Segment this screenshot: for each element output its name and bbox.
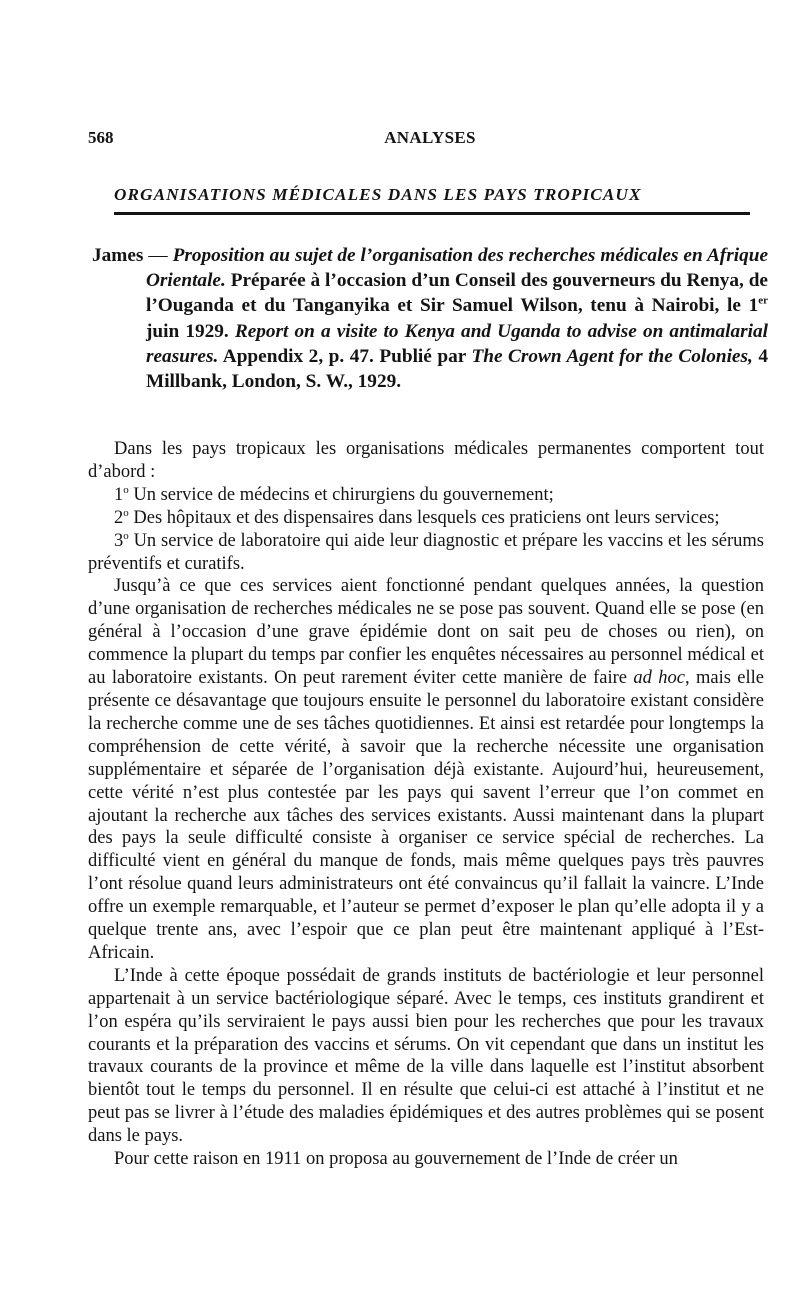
paragraph-2-part-a: Jusqu’à ce que ces services aient fonctionné pendant quelques années, la question d’une organisation de recherches médicales ne se pose pas souvent. Quand elle se pose (en général à l’occasion d’une grave épidémie dont on sait peu de choses ou rien), on commence la plupart du temps par confier les enquêtes nécessaires au personnel médical et au laboratoire existants. On peut rarement éviter cette manière de faire — [88, 576, 764, 689]
reference-title: Proposition au sujet de l’organisation des recherches médicales en Afrique Orientale. — [146, 245, 769, 292]
paragraph-2-part-b: , mais elle présente ce désavantage que toujours ensuite le personnel du laboratoire existant considère la recherche comme une de ses tâches quotidiennes. Et ainsi est retardée pour longtemps la compréhension de cette vérité, à savoir que la recherche nécessite une organisation supplémentaire et séparée de l’organisation déjà existante. Aujourd’hui, heureusement, cette vérité n’est plus contestée par les pays qui savent l’erreur que l’on commet en ajoutant la recherche aux tâches des services existants. Aussi maintenant dans la plupart des pays la seule difficulté consiste à organiser ce service spécial de recherches. La difficulté vient en général du manque de fonds, mais même quelques pays très pauvres l’ont résolue quand leurs administrateurs ont été convaincus qu’il fallait la vaincre. L’Inde offre un exemple remarquable, et l’auteur se permet d’exposer le plan qu’elle adopta il y a quelque trente ans, avec l’espoir que ce plan peut être maintenant appliqué à l’Est-Africain. — [88, 668, 764, 963]
paragraph-intro: Dans les pays tropicaux les organisations médicales permanentes comportent tout d’abord : — [88, 439, 764, 482]
list-item-1-text: Un service de médecins et chirurgiens du gouvernement; — [128, 484, 554, 505]
reference-dash: — — [143, 245, 173, 266]
article-body — [88, 438, 764, 1171]
reference-publisher: The Crown Agent for the Colonies, — [471, 345, 753, 367]
bibliographic-reference — [92, 243, 768, 394]
reference-paragraph — [92, 243, 768, 394]
reference-author: James — [92, 245, 144, 266]
reference-text-2: juin 1929. — [146, 320, 235, 342]
paragraph-3: L’Inde à cette époque possédait de grands instituts de bactériologie et leur personnel appartenait à un service bactériologique séparé. Avec le temps, ces instituts grandirent et l’on espéra qu’ils serviraient le pays aussi bien pour les recherches que pour les travaux courants et la préparation des vaccins et sérums. On vit cependant que dans un institut les travaux courants de la province et même de la ville dans laquelle est l’institut absorbent bientôt tout le temps du personnel. Il en résulte que celui-ci est attaché à l’institut et ne peut pas se livrer à l’étude des maladies épidémiques et des autres problèmes qui se posent dans le pays. — [88, 965, 764, 1147]
paragraph-2-adhoc: ad hoc — [633, 668, 685, 689]
paragraph-4: Pour cette raison en 1911 on proposa au gouvernement de l’Inde de créer un — [114, 1149, 678, 1170]
list-item-1-ordinal: o — [123, 483, 129, 496]
paragraph-2 — [88, 575, 764, 964]
reference-text-3: Appendix 2, p. 47. Publié par — [218, 345, 472, 367]
list-item-1-number: 1 — [114, 484, 124, 505]
list-item-2-text: Des hôpitaux et des dispensaires dans lesquels ces praticiens ont leurs services; — [128, 507, 720, 528]
list-item-3 — [88, 530, 764, 576]
list-item-3-ordinal: o — [123, 529, 129, 542]
list-item-3-text: Un service de laboratoire qui aide leur diagnostic et prépare les vaccins et les sérums préventifs et curatifs. — [88, 530, 764, 574]
list-item-2-number: 2 — [114, 507, 124, 528]
list-item-3-number: 3 — [114, 530, 124, 551]
reference-text-1: Préparée à l’occasion d’un Conseil des gouverneurs du Renya, de l’Ouganda et du Tanganyika et Sir Samuel Wilson, tenu à Nairobi, le 1 — [146, 270, 768, 317]
list-item-1 — [88, 484, 764, 507]
list-item-2-ordinal: o — [123, 506, 129, 519]
section-rule — [114, 212, 750, 215]
reference-report-title: Report on a visite to Kenya and Uganda to advise on antimalarial reasures. — [146, 320, 768, 367]
running-head: ANALYSES — [384, 128, 476, 147]
reference-sup: er — [758, 294, 768, 307]
section-title: ORGANISATIONS MÉDICALES DANS LES PAYS TROPICAUX — [114, 185, 642, 204]
page-number: 568 — [88, 128, 114, 147]
reference-text-4: 4 Millbank, London, S. W., 1929. — [146, 345, 768, 393]
list-item-2 — [88, 507, 764, 530]
